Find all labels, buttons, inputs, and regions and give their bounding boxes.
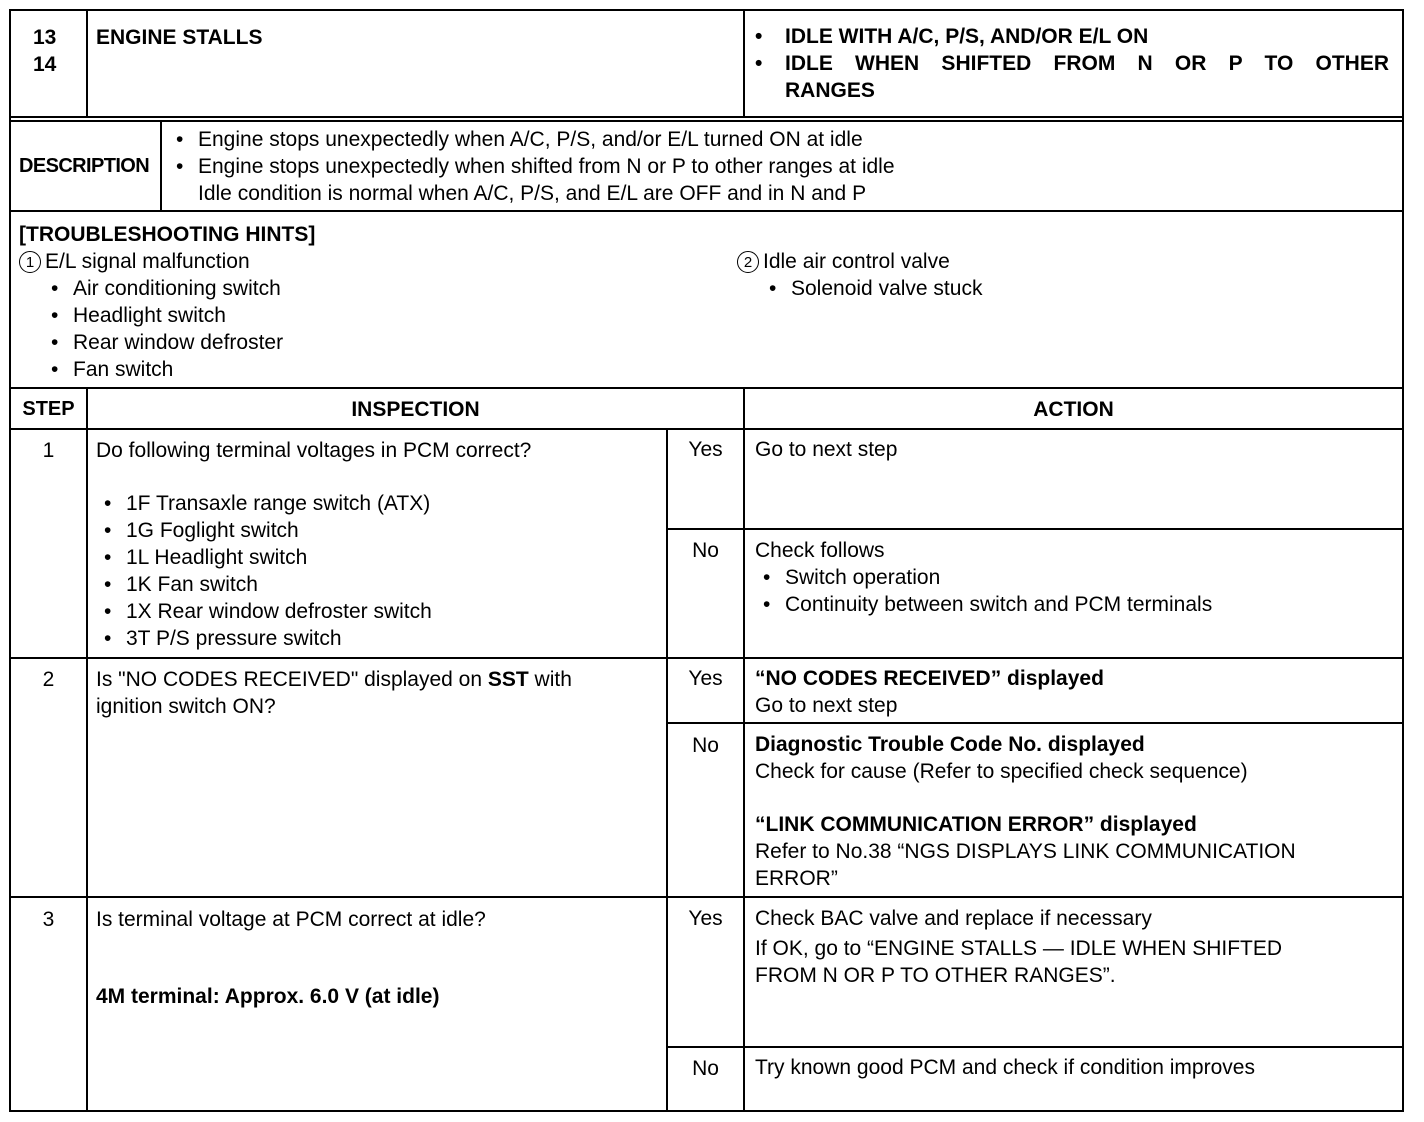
column-header-inspection: INSPECTION [351,398,480,421]
border-line [9,210,1404,212]
description-note: Idle condition is normal when A/C, P/S, and E/L are OFF and in N and P [198,182,867,205]
hints-title: [TROUBLESHOOTING HINTS] [19,223,316,246]
yes-action: Go to next step [755,438,898,461]
hint-item: • Rear window defroster [43,329,719,356]
question-tool: SST [487,668,529,691]
step-inspection [96,437,661,652]
no-action-item: • Continuity between switch and PCM terminals [755,591,1395,618]
no-action-title: “LINK COMMUNICATION ERROR” displayed [755,813,1197,836]
border-line [9,9,1404,11]
inspection-item: • 1F Transaxle range switch (ATX) [96,490,661,517]
border-line [9,428,1404,430]
step-inspection [96,666,661,720]
column-header-step: STEP [22,398,75,420]
no-action-text: Check follows [755,539,885,562]
hint-item: • Fan switch [43,356,719,383]
bullet-icon: • [755,52,763,75]
border-line [666,428,668,1112]
border-line [666,1046,1404,1048]
yes-action-text: If OK, go to “ENGINE STALLS — IDLE WHEN SHIFTED [755,937,1283,960]
step-number: 1 [42,439,55,462]
header-code: 13 [33,26,57,49]
step-number: 3 [42,908,55,931]
condition-item [753,23,1393,50]
yes-label: Yes [688,438,723,461]
step-number: 2 [42,668,55,691]
header-conditions [753,23,1393,104]
border-line [666,722,1404,724]
no-action-title: Diagnostic Trouble Code No. displayed [755,733,1145,756]
description-bullet: • Engine stops unexpectedly when shifted from N or P to other ranges at idle [168,153,1388,180]
no-action-text: Check for cause (Refer to specified check sequence) [755,760,1248,783]
border-line [9,896,1404,898]
border-line [9,9,11,1112]
yes-label: Yes [688,907,723,930]
yes-action-text: FROM N OR P TO OTHER RANGES”. [755,964,1116,987]
no-label: No [692,1057,719,1080]
border-line [9,657,1404,659]
yes-action-text: Check BAC valve and replace if necessary [755,907,1152,930]
question-text: with [528,668,572,691]
header-code: 14 [33,53,57,76]
question-text: Is "NO CODES RECEIVED" displayed on [96,668,488,691]
inspection-item: • 1X Rear window defroster switch [96,598,661,625]
no-label: No [692,734,719,757]
no-action-text: ERROR” [755,867,838,890]
inspection-question: Is terminal voltage at PCM correct at idle? [96,908,486,931]
hint-heading [737,248,1377,275]
border-line [743,9,745,118]
border-line [666,528,1404,530]
condition-item [753,50,1389,104]
yes-action [755,665,1395,719]
condition-text: IDLE WITH A/C, P/S, AND/OR E/L ON [785,25,1149,48]
no-label: No [692,539,719,562]
inspection-spec: 4M terminal: Approx. 6.0 V (at idle) [96,985,440,1008]
hint-label: E/L signal malfunction [45,250,250,273]
border-line [9,120,1404,122]
border-line [9,1110,1404,1112]
border-line [86,9,88,118]
border-line [160,120,162,212]
no-action: Try known good PCM and check if condition improves [755,1056,1255,1079]
yes-action-text: Go to next step [755,694,898,717]
inspection-item: • 1L Headlight switch [96,544,661,571]
border-line [9,387,1404,389]
yes-label: Yes [688,667,723,690]
number-circle-icon: 1 [19,251,41,273]
inspection-item: • 3T P/S pressure switch [96,625,661,652]
hints-group-2 [737,248,1377,302]
number-circle-icon: 2 [737,251,759,273]
no-action-text: Refer to No.38 “NGS DISPLAYS LINK COMMUNICATION [755,840,1296,863]
no-action [755,731,1395,892]
description-bullet: • Engine stops unexpectedly when A/C, P/S, and/or E/L turned ON at idle [168,126,1388,153]
hint-item: • Solenoid valve stuck [761,275,1377,302]
inspection-item: • 1K Fan switch [96,571,661,598]
hint-label: Idle air control valve [763,250,950,273]
hint-item: • Air conditioning switch [43,275,719,302]
border-line [9,116,1404,118]
column-header-action: ACTION [1033,398,1114,421]
hints-group-1 [19,248,719,383]
inspection-question [96,666,661,693]
hint-heading [19,248,719,275]
condition-text: IDLE WHEN SHIFTED FROM N OR P TO OTHER RANGES [785,52,1389,102]
page-title: ENGINE STALLS [96,26,263,49]
hint-item: • Headlight switch [43,302,719,329]
inspection-question: ignition switch ON? [96,695,276,718]
yes-action-title: “NO CODES RECEIVED” displayed [755,667,1104,690]
border-line [743,387,745,1112]
inspection-question: Do following terminal voltages in PCM correct? [96,439,532,462]
border-line [1402,9,1404,1112]
yes-action [755,905,1395,989]
no-action [755,537,1395,618]
description-label: DESCRIPTION [19,155,150,177]
description-body [168,126,1388,207]
inspection-item: • 1G Foglight switch [96,517,661,544]
bullet-icon: • [755,25,763,48]
no-action-item: • Switch operation [755,564,1395,591]
border-line [86,387,88,1112]
